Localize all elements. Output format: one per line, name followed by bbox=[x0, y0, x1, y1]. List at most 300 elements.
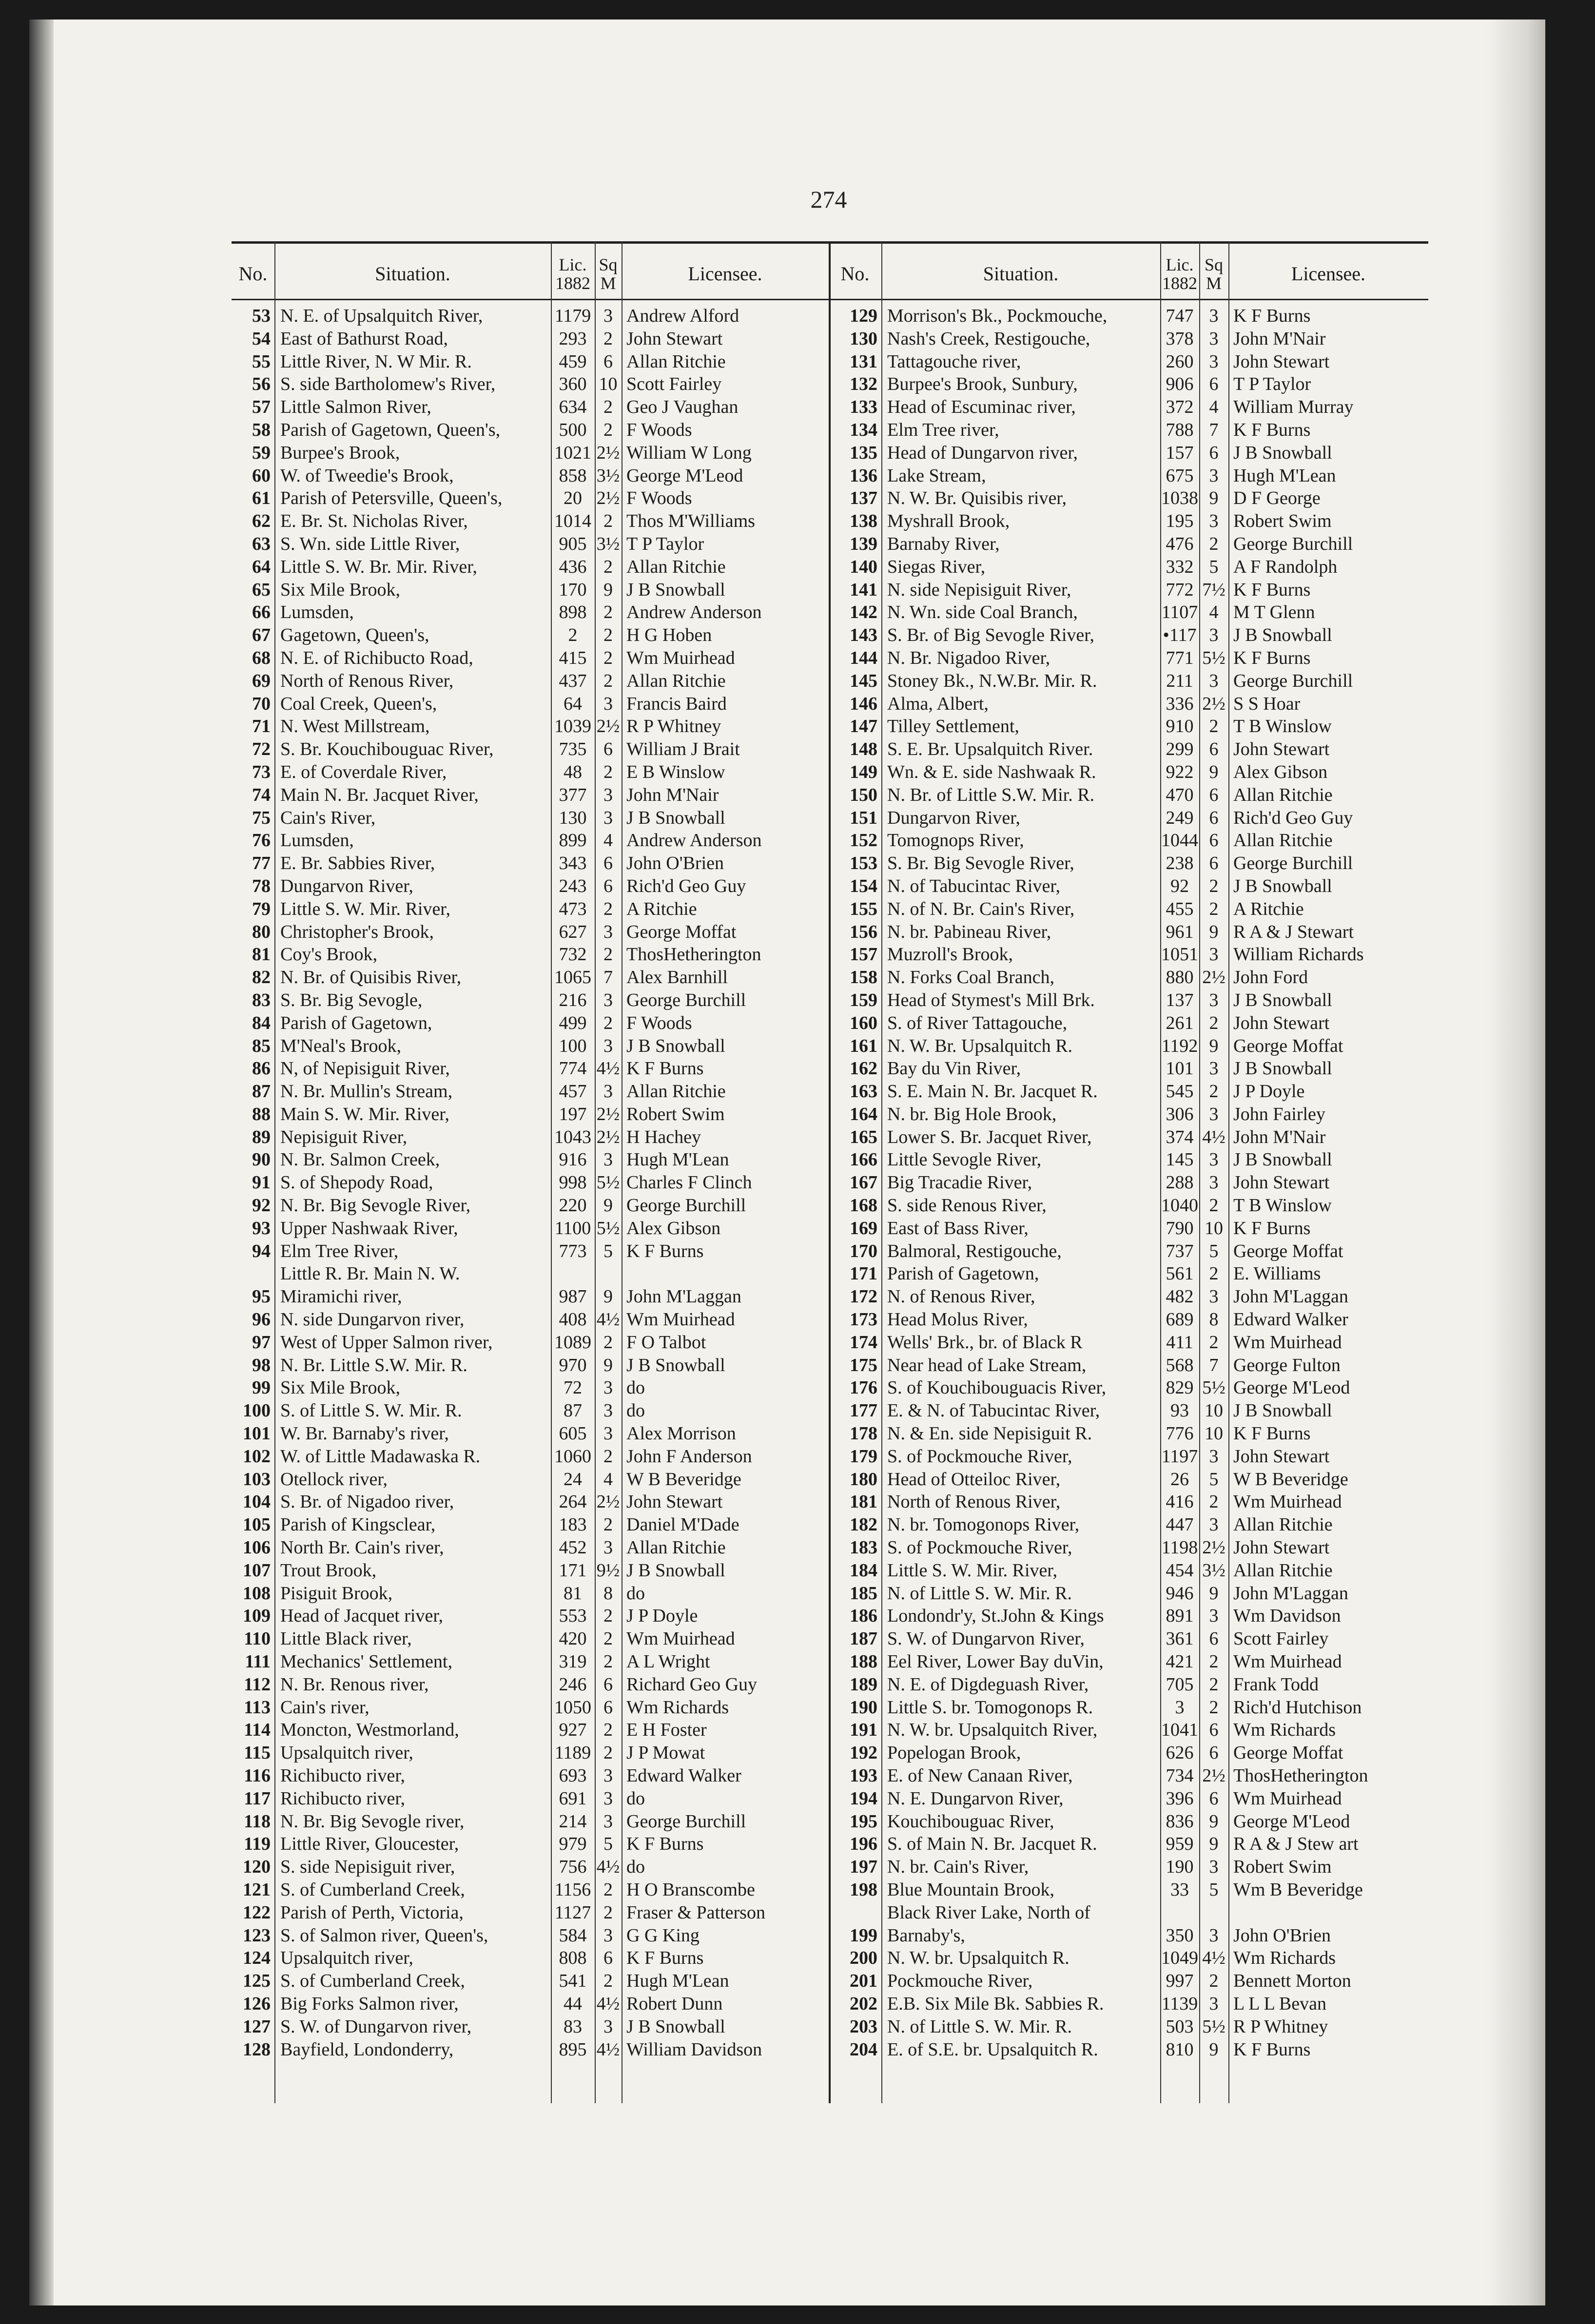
cell-licensee: Hugh M'Lean bbox=[626, 1971, 729, 1992]
cell-no: 61 bbox=[252, 488, 271, 509]
cell-licensee: John Stewart bbox=[1233, 739, 1330, 760]
cell-sq: 9 bbox=[1209, 2039, 1219, 2060]
table-row bbox=[829, 784, 1428, 807]
table-row bbox=[829, 1148, 1428, 1171]
cell-licensee: T B Winslow bbox=[1233, 716, 1332, 737]
cell-sq: 9 bbox=[1209, 921, 1219, 942]
cell-situation: N. E. of Digdeguash River, bbox=[887, 1674, 1089, 1695]
cell-situation: Head of Otteiloc River, bbox=[887, 1469, 1061, 1490]
cell-situation: S. of Pockmouche River, bbox=[887, 1446, 1072, 1467]
cell-lic: 634 bbox=[559, 397, 587, 418]
table-row bbox=[829, 1879, 1428, 1901]
cell-lic: 1043 bbox=[554, 1126, 591, 1147]
cell-situation: Little River, N. W Mir. R. bbox=[280, 351, 472, 372]
table-row bbox=[829, 2015, 1428, 2038]
cell-lic: 1041 bbox=[1161, 1720, 1198, 1741]
cell-no: 200 bbox=[850, 1948, 877, 1969]
cell-sq: 9 bbox=[1209, 761, 1219, 782]
table-row bbox=[829, 761, 1428, 784]
cell-no: 81 bbox=[252, 944, 271, 965]
cell-sq: 6 bbox=[1209, 784, 1219, 805]
cell-sq: 8 bbox=[603, 1583, 613, 1604]
cell-lic: 734 bbox=[1166, 1765, 1194, 1786]
cell-lic: 243 bbox=[559, 875, 587, 896]
cell-licensee: Alex Gibson bbox=[1233, 761, 1328, 782]
cell-no: 97 bbox=[252, 1332, 271, 1353]
cell-situation: Trout Brook, bbox=[280, 1560, 377, 1581]
table-row bbox=[829, 875, 1428, 898]
cell-situation: Six Mile Brook, bbox=[280, 1377, 400, 1398]
table-row bbox=[232, 1627, 829, 1650]
cell-situation: E. of S.E. br. Upsalquitch R. bbox=[887, 2039, 1098, 2060]
cell-sq: 6 bbox=[1209, 853, 1219, 874]
cell-lic: 447 bbox=[1166, 1514, 1194, 1535]
cell-sq: 3 bbox=[1209, 1446, 1219, 1467]
cell-sq: 2½ bbox=[1202, 967, 1225, 988]
cell-licensee: Wm Richards bbox=[1233, 1720, 1336, 1741]
cell-no: 166 bbox=[850, 1149, 877, 1170]
cell-situation: North Br. Cain's river, bbox=[280, 1537, 444, 1558]
cell-lic: 249 bbox=[1166, 807, 1194, 828]
cell-licensee: F Woods bbox=[626, 1012, 692, 1033]
table-row bbox=[232, 1513, 829, 1536]
cell-lic: 910 bbox=[1166, 716, 1194, 737]
cell-licensee: Scott Fairley bbox=[626, 374, 722, 395]
cell-lic: 130 bbox=[559, 807, 587, 828]
cell-sq: 3 bbox=[1209, 306, 1219, 326]
table-row bbox=[829, 1491, 1428, 1513]
table-row bbox=[232, 624, 829, 647]
cell-situation: Siegas River, bbox=[887, 556, 986, 577]
cell-licensee: John Stewart bbox=[1233, 1012, 1330, 1033]
cell-sq: 2½ bbox=[596, 716, 620, 737]
table-row bbox=[829, 1901, 1428, 1947]
header-lic bbox=[1160, 252, 1199, 296]
table-row bbox=[829, 487, 1428, 510]
cell-lic: 987 bbox=[559, 1286, 587, 1307]
cell-lic: 455 bbox=[1166, 898, 1194, 919]
cell-sq: 2 bbox=[1209, 533, 1219, 554]
cell-licensee: George Burchill bbox=[626, 989, 746, 1010]
cell-lic: 1179 bbox=[554, 306, 591, 326]
cell-no: 167 bbox=[850, 1172, 877, 1193]
header-no: No. bbox=[238, 263, 268, 285]
cell-no: 101 bbox=[243, 1423, 271, 1444]
cell-situation: N. Wn. side Coal Branch, bbox=[887, 602, 1078, 623]
cell-lic: 190 bbox=[1166, 1857, 1194, 1878]
cell-lic: 360 bbox=[559, 374, 587, 395]
cell-licensee: J P Doyle bbox=[1233, 1081, 1305, 1102]
cell-licensee: do bbox=[626, 1583, 645, 1604]
cell-no: 143 bbox=[850, 625, 877, 646]
cell-sq: 4½ bbox=[1202, 1948, 1225, 1969]
cell-lic: 1197 bbox=[1161, 1446, 1198, 1467]
cell-lic: 1065 bbox=[554, 967, 591, 988]
table-row bbox=[232, 1810, 829, 1833]
cell-no: 154 bbox=[850, 875, 877, 896]
cell-lic: 627 bbox=[559, 921, 587, 942]
cell-sq: 4 bbox=[1209, 602, 1219, 623]
cell-situation: Richibucto river, bbox=[280, 1765, 405, 1786]
cell-no: 66 bbox=[252, 602, 271, 623]
cell-sq: 2½ bbox=[596, 442, 620, 463]
cell-sq: 5½ bbox=[596, 1172, 620, 1193]
cell-licensee: K F Burns bbox=[1233, 1423, 1311, 1444]
cell-no: 69 bbox=[252, 670, 271, 691]
cell-situation: Main N. Br. Jacquet River, bbox=[280, 784, 479, 805]
cell-sq: 10 bbox=[1205, 1400, 1223, 1421]
cell-situation: S. of Cumberland Creek, bbox=[280, 1971, 465, 1992]
cell-no: 155 bbox=[850, 898, 877, 919]
cell-sq: 3 bbox=[1209, 944, 1219, 965]
table-row bbox=[232, 2038, 829, 2061]
cell-licensee: J B Snowball bbox=[626, 807, 725, 828]
cell-lic: 195 bbox=[1166, 511, 1194, 532]
cell-lic: 26 bbox=[1170, 1469, 1189, 1490]
cell-no: 193 bbox=[850, 1765, 877, 1786]
cell-sq: 2 bbox=[603, 556, 613, 577]
table-row bbox=[232, 921, 829, 944]
table-row bbox=[232, 1354, 829, 1377]
header-sq-line1: Sq bbox=[1204, 255, 1224, 274]
cell-no: 71 bbox=[252, 716, 271, 737]
cell-sq: 5½ bbox=[596, 1218, 620, 1239]
cell-no: 105 bbox=[243, 1514, 271, 1535]
cell-no: 145 bbox=[850, 670, 877, 691]
cell-no: 87 bbox=[252, 1081, 271, 1102]
table-row bbox=[829, 1399, 1428, 1422]
table-row bbox=[829, 1171, 1428, 1194]
cell-lic: 396 bbox=[1166, 1788, 1194, 1809]
cell-lic: 1050 bbox=[554, 1697, 591, 1718]
cell-sq: 4½ bbox=[596, 1993, 620, 2014]
table-row bbox=[232, 1399, 829, 1422]
cell-no: 170 bbox=[850, 1240, 877, 1261]
cell-sq: 2½ bbox=[596, 1126, 620, 1147]
cell-licensee-line bbox=[1233, 1901, 1433, 1924]
cell-lic: 1044 bbox=[1161, 830, 1198, 851]
table-row bbox=[232, 898, 829, 921]
cell-licensee: Hugh M'Lean bbox=[626, 1149, 729, 1170]
cell-sq: 3 bbox=[1209, 625, 1219, 646]
cell-licensee: Robert Swim bbox=[1233, 511, 1332, 532]
cell-lic: 998 bbox=[559, 1172, 587, 1193]
cell-lic: 829 bbox=[1166, 1377, 1194, 1398]
table-row bbox=[232, 328, 829, 350]
cell-no: 174 bbox=[850, 1332, 877, 1353]
cell-licensee: William Richards bbox=[1233, 944, 1364, 965]
cell-situation: E.B. Six Mile Bk. Sabbies R. bbox=[887, 1993, 1104, 2014]
cell-situation: Elm Tree river, bbox=[887, 419, 999, 440]
cell-licensee: J B Snowball bbox=[626, 1560, 725, 1581]
cell-no: 106 bbox=[243, 1537, 271, 1558]
cell-lic: 83 bbox=[564, 2016, 582, 2037]
cell-lic: 408 bbox=[559, 1309, 587, 1330]
table-row bbox=[829, 465, 1428, 487]
cell-no: 123 bbox=[243, 1925, 271, 1946]
cell-sq: 5 bbox=[1209, 1879, 1219, 1900]
cell-licensee: K F Burns bbox=[1233, 1218, 1311, 1239]
cell-sq: 3 bbox=[603, 807, 613, 828]
cell-sq: 3½ bbox=[596, 465, 620, 486]
table-row bbox=[232, 1764, 829, 1787]
cell-no: 183 bbox=[850, 1537, 877, 1558]
cell-licensee: Richard Geo Guy bbox=[626, 1674, 758, 1695]
cell-licensee: Allan Ritchie bbox=[626, 670, 726, 691]
cell-lic: 420 bbox=[559, 1628, 587, 1649]
table-row bbox=[829, 1513, 1428, 1536]
cell-licensee: John Fairley bbox=[1233, 1104, 1325, 1124]
cell-sq: 4½ bbox=[596, 2039, 620, 2060]
cell-lic: 470 bbox=[1166, 784, 1194, 805]
cell-sq: 2 bbox=[1209, 1332, 1219, 1353]
cell-situation: Gagetown, Queen's, bbox=[280, 625, 429, 646]
cell-lic: 48 bbox=[564, 761, 582, 782]
table-row bbox=[232, 373, 829, 396]
table-row bbox=[232, 465, 829, 487]
cell-licensee: Wm Muirhead bbox=[626, 647, 735, 668]
cell-no: 169 bbox=[850, 1218, 877, 1239]
cell-situation: Nash's Creek, Restigouche, bbox=[887, 328, 1090, 349]
cell-situation: West of Upper Salmon river, bbox=[280, 1332, 493, 1353]
cell-licensee: J B Snowball bbox=[1233, 1058, 1332, 1079]
cell-lic: 605 bbox=[559, 1423, 587, 1444]
cell-no: 144 bbox=[850, 647, 877, 668]
cell-sq: 4½ bbox=[1202, 1126, 1225, 1147]
cell-situation: N. Br. Renous river, bbox=[280, 1674, 429, 1695]
cell-no: 130 bbox=[850, 328, 877, 349]
cell-situation: N. of N. Br. Cain's River, bbox=[887, 898, 1075, 919]
cell-no: 113 bbox=[244, 1697, 271, 1718]
cell-situation: S. side Renous River, bbox=[887, 1195, 1047, 1216]
cell-situation: S. side Nepisiguit river, bbox=[280, 1857, 455, 1878]
cell-lic: 790 bbox=[1166, 1218, 1194, 1239]
cell-no: 197 bbox=[850, 1857, 877, 1878]
cell-lic: 415 bbox=[559, 647, 587, 668]
cell-licensee: Rich'd Geo Guy bbox=[626, 875, 746, 896]
cell-lic: 299 bbox=[1166, 739, 1194, 760]
cell-no: 201 bbox=[850, 1971, 877, 1992]
cell-no: 195 bbox=[850, 1811, 877, 1832]
table-row bbox=[829, 1445, 1428, 1468]
cell-lic: 1089 bbox=[554, 1332, 591, 1353]
cell-licensee: John F Anderson bbox=[626, 1446, 752, 1467]
cell-lic: 87 bbox=[564, 1400, 582, 1421]
cell-lic: 476 bbox=[1166, 533, 1194, 554]
cell-situation: Upsalquitch river, bbox=[280, 1743, 413, 1763]
cell-lic: 503 bbox=[1166, 2016, 1194, 2037]
cell-sq: 5½ bbox=[1202, 2016, 1225, 2037]
table-row bbox=[232, 647, 829, 670]
cell-sq: 2 bbox=[603, 1446, 613, 1467]
cell-situation: N. Br. of Quisibis River, bbox=[280, 967, 462, 988]
right-column-rows bbox=[829, 305, 1428, 2061]
cell-licensee: John M'Nair bbox=[1233, 328, 1326, 349]
cell-sq: 3 bbox=[1209, 1149, 1219, 1170]
cell-situation: S. of River Tattagouche, bbox=[887, 1012, 1068, 1033]
table-row bbox=[232, 1970, 829, 1993]
cell-situation: Lumsden, bbox=[280, 830, 354, 851]
cell-situation: Tomognops River, bbox=[887, 830, 1024, 851]
cell-lic: 44 bbox=[564, 1993, 582, 2014]
cell-lic: 374 bbox=[1166, 1126, 1194, 1147]
cell-licensee: J B Snowball bbox=[1233, 1149, 1332, 1170]
cell-sq: 3 bbox=[603, 784, 613, 805]
cell-lic: 898 bbox=[559, 602, 587, 623]
cell-situation: S. of Salmon river, Queen's, bbox=[280, 1925, 488, 1946]
cell-licensee: K F Burns bbox=[1233, 647, 1311, 668]
cell-lic: 332 bbox=[1166, 556, 1194, 577]
cell-situation: Main S. W. Mir. River, bbox=[280, 1104, 449, 1124]
cell-situation: N. Br. Salmon Creek, bbox=[280, 1149, 440, 1170]
cell-sq: 2 bbox=[1209, 1697, 1219, 1718]
cell-licensee: Hugh M'Lean bbox=[1233, 465, 1336, 486]
cell-sq: 2 bbox=[603, 625, 613, 646]
cell-licensee: E H Foster bbox=[626, 1720, 707, 1741]
table-row bbox=[232, 761, 829, 784]
cell-sq: 5 bbox=[603, 1834, 613, 1855]
table-row bbox=[232, 1308, 829, 1331]
cell-licensee: K F Burns bbox=[626, 1948, 704, 1969]
cell-no: 139 bbox=[850, 533, 877, 554]
cell-licensee: Allan Ritchie bbox=[626, 351, 726, 372]
header-lic-line1: Lic. bbox=[1166, 255, 1194, 274]
cell-situation: N. West Millstream, bbox=[280, 716, 430, 737]
cell-no: 54 bbox=[252, 328, 271, 349]
cell-situation: North of Renous River, bbox=[887, 1491, 1061, 1512]
cell-licensee: Wm Muirhead bbox=[626, 1309, 735, 1330]
table-row bbox=[829, 1262, 1428, 1285]
cell-lic: 411 bbox=[1166, 1332, 1193, 1353]
cell-sq: 5½ bbox=[1202, 1377, 1225, 1398]
cell-sq: 9 bbox=[1209, 1035, 1219, 1056]
cell-sq: 3 bbox=[603, 1537, 613, 1558]
table-row bbox=[829, 1696, 1428, 1719]
cell-situation: Myshrall Brook, bbox=[887, 511, 1010, 532]
cell-lic: 1051 bbox=[1161, 944, 1198, 965]
cell-sq: 2 bbox=[603, 1332, 613, 1353]
cell-lic: 72 bbox=[564, 1377, 582, 1398]
cell-licensee: Allan Ritchie bbox=[626, 556, 726, 577]
table-row bbox=[232, 1262, 829, 1308]
table-row bbox=[232, 1217, 829, 1240]
cell-situation: Wells' Brk., br. of Black R bbox=[887, 1332, 1083, 1353]
cell-sq: 6 bbox=[603, 1674, 613, 1695]
table-row bbox=[232, 1879, 829, 1901]
cell-no: 122 bbox=[243, 1902, 271, 1923]
table-row bbox=[829, 715, 1428, 738]
cell-sq: 6 bbox=[1209, 1743, 1219, 1763]
cell-lic: 1040 bbox=[1161, 1195, 1198, 1216]
table-row bbox=[232, 1742, 829, 1764]
table-row bbox=[829, 579, 1428, 601]
cell-lic: 810 bbox=[1166, 2039, 1194, 2060]
cell-situation: Popelogan Brook, bbox=[887, 1743, 1021, 1763]
cell-situation: W. Br. Barnaby's river, bbox=[280, 1423, 449, 1444]
cell-situation: N. br. Tomogonops River, bbox=[887, 1514, 1080, 1535]
page-fold-shadow bbox=[1487, 19, 1545, 2305]
cell-licensee: Allan Ritchie bbox=[1233, 1514, 1333, 1535]
table-row bbox=[232, 510, 829, 533]
cell-licensee: William J Brait bbox=[626, 739, 740, 760]
cell-no: 125 bbox=[243, 1971, 271, 1992]
cell-sq: 3 bbox=[603, 1423, 613, 1444]
cell-sq: 2 bbox=[603, 1720, 613, 1741]
cell-licensee: D F George bbox=[1233, 488, 1321, 509]
cell-situation: Little Black river, bbox=[280, 1628, 412, 1649]
cell-lic: 774 bbox=[559, 1058, 587, 1079]
cell-no: 194 bbox=[850, 1788, 877, 1809]
cell-lic: 836 bbox=[1166, 1811, 1194, 1832]
cell-licensee: H Hachey bbox=[626, 1126, 701, 1147]
cell-no: 73 bbox=[252, 761, 271, 782]
cell-sq: 4 bbox=[603, 830, 613, 851]
cell-no: 83 bbox=[252, 989, 271, 1010]
cell-licensee: Robert Swim bbox=[1233, 1857, 1332, 1878]
cell-no: 75 bbox=[252, 807, 271, 828]
table-row bbox=[829, 1012, 1428, 1035]
cell-no: 84 bbox=[252, 1012, 271, 1033]
cell-licensee: Allan Ritchie bbox=[626, 1537, 726, 1558]
cell-no: 191 bbox=[850, 1720, 877, 1741]
table-row bbox=[829, 1947, 1428, 1970]
cell-lic: 459 bbox=[559, 351, 587, 372]
cell-licensee: Thos M'Williams bbox=[626, 511, 755, 532]
cell-lic: 377 bbox=[559, 784, 587, 805]
cell-situation: Little S. br. Tomogonops R. bbox=[887, 1697, 1093, 1718]
cell-lic: 747 bbox=[1166, 306, 1194, 326]
cell-lic: 961 bbox=[1166, 921, 1194, 942]
table-row bbox=[232, 943, 829, 966]
cell-situation: Tattagouche river, bbox=[887, 351, 1021, 372]
cell-lic: 361 bbox=[1166, 1628, 1194, 1649]
cell-lic: 970 bbox=[559, 1355, 587, 1375]
table-row bbox=[232, 1993, 829, 2015]
cell-licensee: Geo J Vaughan bbox=[626, 397, 739, 418]
table-row bbox=[829, 1035, 1428, 1058]
cell-lic: 553 bbox=[559, 1606, 587, 1627]
table-row bbox=[829, 1993, 1428, 2015]
cell-no: 165 bbox=[850, 1126, 877, 1147]
cell-situation: S. of Kouchibouguacis River, bbox=[887, 1377, 1107, 1398]
table-row bbox=[829, 350, 1428, 373]
table-row bbox=[232, 1856, 829, 1879]
cell-no: 79 bbox=[252, 898, 271, 919]
cell-situation: Head Molus River, bbox=[887, 1309, 1028, 1330]
table-row bbox=[232, 670, 829, 693]
cell-sq: 6 bbox=[603, 875, 613, 896]
cell-situation: Head of Jacquet river, bbox=[280, 1606, 443, 1627]
cell-no: 142 bbox=[850, 602, 877, 623]
table-row bbox=[829, 1217, 1428, 1240]
cell-lic: 238 bbox=[1166, 853, 1194, 874]
cell-no: 92 bbox=[252, 1195, 271, 1216]
cell-licensee: do bbox=[626, 1377, 645, 1398]
cell-sq: 2 bbox=[603, 761, 613, 782]
cell-lic: 773 bbox=[559, 1240, 587, 1261]
cell-no: 160 bbox=[850, 1012, 877, 1033]
cell-sq: 5½ bbox=[1202, 647, 1225, 668]
cell-sq: 8 bbox=[1209, 1309, 1219, 1330]
cell-sq: 4 bbox=[603, 1469, 613, 1490]
cell-lic: 260 bbox=[1166, 351, 1194, 372]
cell-licensee: Alex Barnhill bbox=[626, 967, 728, 988]
cell-no: 77 bbox=[252, 853, 271, 874]
cell-sq: 3 bbox=[1209, 1286, 1219, 1307]
table-row bbox=[829, 1673, 1428, 1696]
cell-situation: Little S. W. Br. Mir. River, bbox=[280, 556, 477, 577]
cell-lic: 214 bbox=[559, 1811, 587, 1832]
